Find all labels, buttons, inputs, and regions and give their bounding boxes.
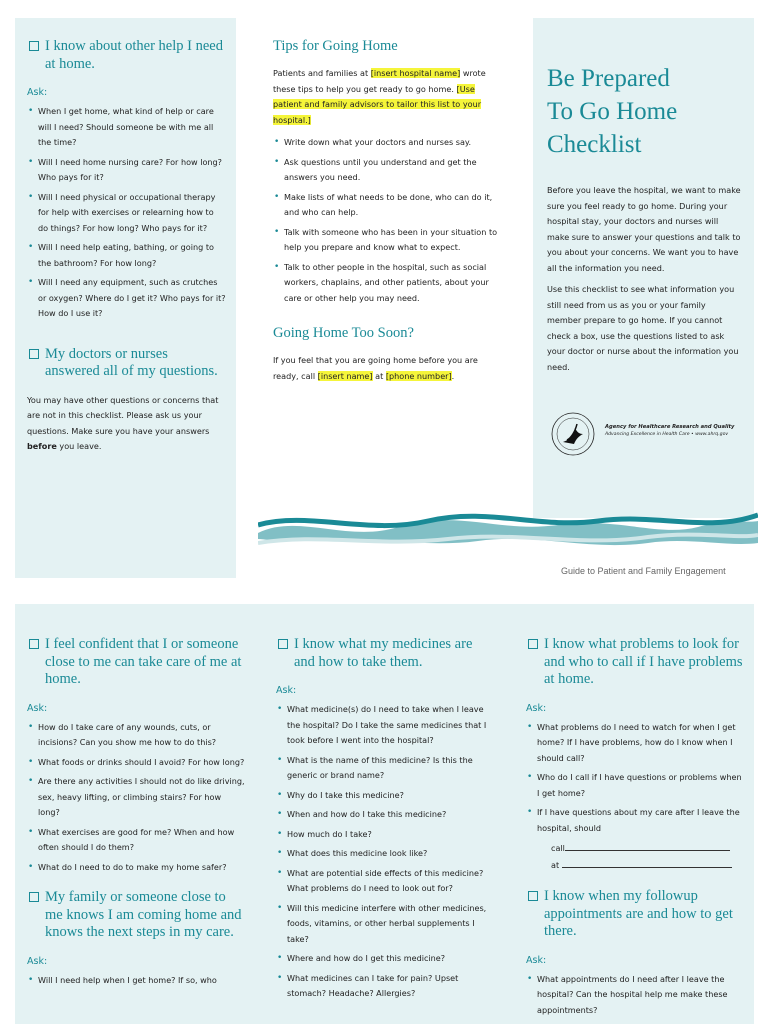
panel-self-care [15,604,255,992]
tips-intro: Patients and families at [insert hospital name] wrote these tips to help you get ready to go home. [Use patient and family advisors to tailor this list to your hospital.] [273,68,486,125]
list-item: • Will I need home nursing care? For how long? Who pays for it? [27,155,226,186]
at-blank-field[interactable] [562,858,732,868]
checkbox-icon[interactable] [29,639,39,649]
ask-label: Ask: [27,87,48,98]
list-item: • Will this medicine interfere with other medicines, foods, vitamins, or other herbal supplements I take? [276,901,496,948]
panel-problems [514,604,754,1022]
agency-logo [549,410,749,460]
list-item: • What do I need to do to make my home safer? [27,860,245,876]
tips-heading: Tips for Going Home [273,38,398,54]
too-soon-paragraph: If you feel that you are going home before you are ready, call [insert name] at [phone number]. [273,355,478,381]
list-item: • Will I need help eating, bathing, or going to the bathroom? For how long? [27,240,226,271]
question-list [526,972,744,1019]
tips-list [273,135,504,306]
list-item: • Make lists of what needs to be done, who can do it, and who can help. [273,190,504,221]
agency-tagline: Advancing Excellence in Health Care • www.ahrq.gov [605,432,729,437]
cover-title: Be Prepared To Go Home Checklist [547,65,678,158]
ask-label: Ask: [27,702,48,714]
list-item: • What medicines can I take for pain? Upset stomach? Headache? Allergies? [276,971,496,1002]
heading-problems: I know what problems to look for and who to call if I have problems at home. [526,636,744,689]
ask-label: Ask: [526,702,547,714]
checkbox-icon[interactable] [29,892,39,902]
call-line: call [526,840,744,857]
hhs-seal-icon [549,410,597,458]
list-item: • Why do I take this medicine? [276,788,496,804]
heading-family-knows: My family or someone close to me knows I am coming home and knows the next steps in my care. [27,889,245,942]
call-blank-field[interactable] [565,841,730,851]
list-item: • Talk with someone who has been in your situation to help you prepare and know what to expect. [273,225,504,256]
checkbox-icon[interactable] [29,349,39,359]
questions-paragraph: You may have other questions or concerns that are not in this checklist. Please ask us your questions. Make sure you have your answers before you leave. [27,394,219,451]
list-item: • Will I need help when I get home? If so, who [27,973,245,989]
list-item: • What medicine(s) do I need to take when I leave the hospital? Do I take the same medicines that I took before I went into the hospital? [276,702,496,749]
panel-medicines [264,604,504,1006]
too-soon-heading: Going Home Too Soon? [273,325,414,341]
cover-paragraph-1: Before you leave the hospital, we want to make sure you feel ready to go home. During your hospital stay, your doctors and nurses will make sure to answer your questions and talk to you about your concerns. We want you to have all the information you need. [547,185,741,273]
panel-other-help [15,18,236,578]
question-list [27,973,245,989]
list-item: • What problems do I need to watch for when I get home? If I have problems, how do I know when I should call? [526,720,744,767]
list-item: • Will I need physical or occupational therapy for help with exercises or relearning how to do things? For how long? Who pays for it? [27,190,226,237]
list-item: • What foods or drinks should I avoid? For how long? [27,755,245,771]
heading-questions-answered: My doctors or nurses answered all of my questions. [27,346,226,381]
list-item: • What exercises are good for me? When and how often should I do them? [27,825,245,856]
list-item: • Talk to other people in the hospital, such as social workers, chaplains, and other patients, about your care or other help you may need. [273,260,504,307]
heading-self-care: I feel confident that I or someone close to me can take care of me at home. [27,636,245,689]
heading-other-help: I know about other help I need at home. [27,38,226,73]
question-list [27,720,245,876]
agency-name: Agency for Healthcare Research and Quality [605,424,735,430]
panel-cover [533,18,754,518]
question-list [526,720,744,837]
ask-label: Ask: [526,954,547,966]
heading-followup: I know when my followup appointments are and how to get there. [526,888,744,941]
list-item: • How much do I take? [276,827,496,843]
checkbox-icon[interactable] [29,41,39,51]
wave-decoration [258,503,758,553]
list-item: • Who do I call if I have questions or problems when I get home? [526,770,744,801]
list-item: • Write down what your doctors and nurses say. [273,135,504,151]
list-item: • If I have questions about my care after I leave the hospital, should [526,805,744,836]
checkbox-icon[interactable] [528,639,538,649]
checkbox-icon[interactable] [528,891,538,901]
list-item: • How do I take care of any wounds, cuts, or incisions? Can you show me how to do this? [27,720,245,751]
list-item: • What appointments do I need after I leave the hospital? Can the hospital help me make these appointments? [526,972,744,1019]
list-item: • What are potential side effects of this medicine? What problems do I need to look out for? [276,866,496,897]
heading-medicines: I know what my medicines are and how to take them. [276,636,496,671]
list-item: • What is the name of this medicine? Is this the generic or brand name? [276,753,496,784]
cover-paragraph-2: Use this checklist to see what information you still need from us as you or your family member prepare to go home. If you cannot check a box, use the questions listed to ask your doctor or nurse about the information you need. [547,284,739,372]
checkbox-icon[interactable] [278,639,288,649]
footer-guide-label: Guide to Patient and Family Engagement [561,566,726,576]
ask-label: Ask: [27,955,48,967]
question-list [27,104,226,322]
list-item: • Are there any activities I should not do like driving, sex, heavy lifting, or climbing stairs? For how long? [27,774,245,821]
question-list [276,702,496,1002]
list-item: • When I get home, what kind of help or care will I need? Should someone be with me all the time? [27,104,226,151]
list-item: • When and how do I take this medicine? [276,807,496,823]
list-item: • Ask questions until you understand and get the answers you need. [273,155,504,186]
list-item: • What does this medicine look like? [276,846,496,862]
at-line: at [526,857,744,874]
panel-tips [264,18,504,384]
ask-label: Ask: [276,685,297,696]
list-item: • Where and how do I get this medicine? [276,951,496,967]
list-item: • Will I need any equipment, such as crutches or oxygen? Where do I get it? Who pays for it? How do I use it? [27,275,226,322]
